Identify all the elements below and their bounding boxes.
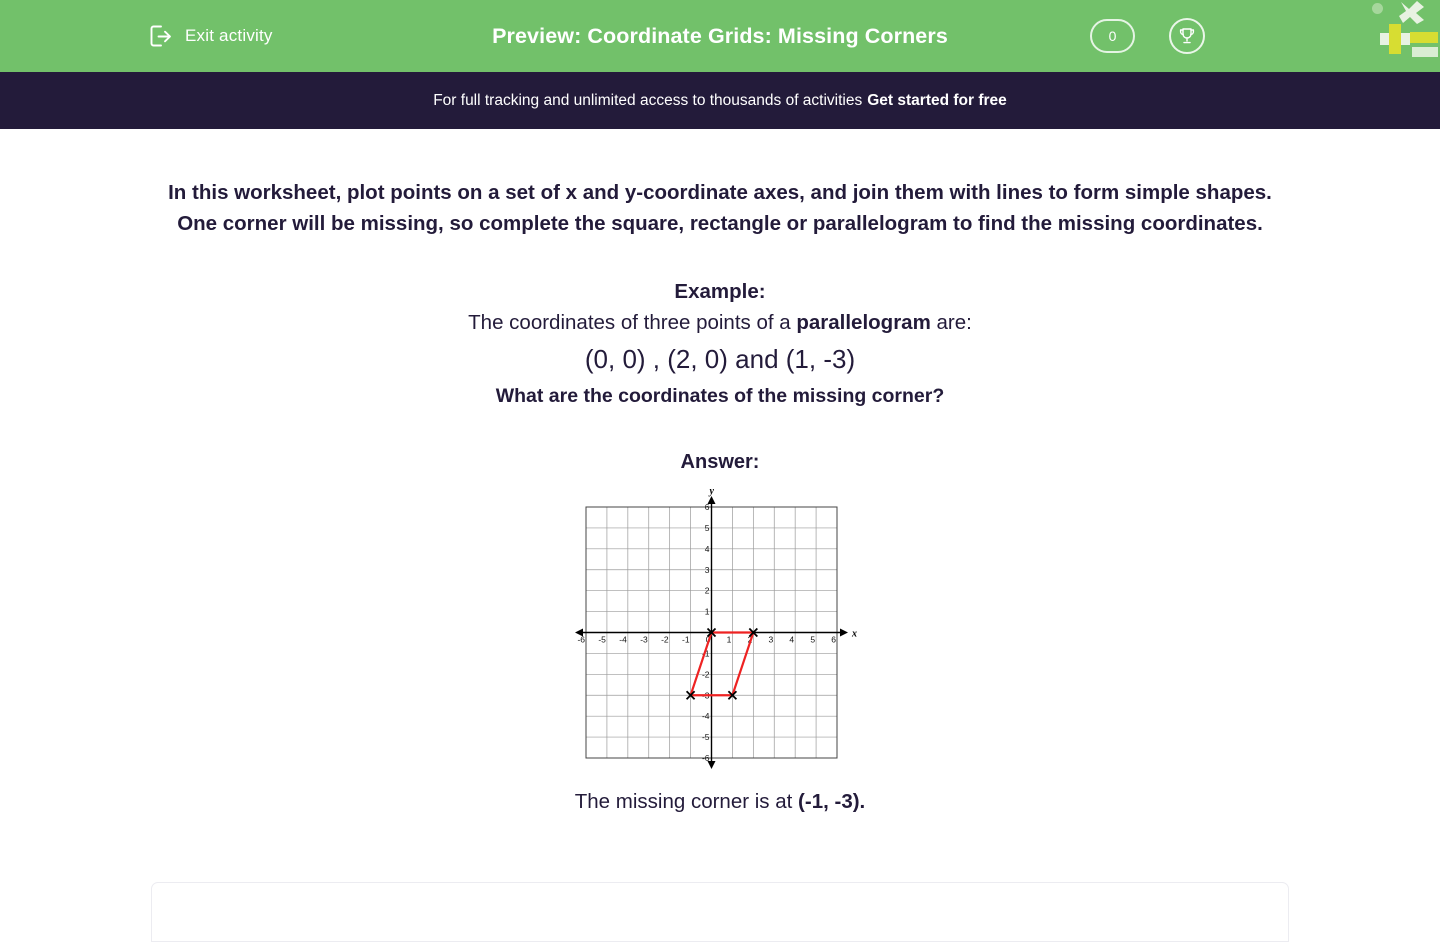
header-decoration xyxy=(1360,0,1440,62)
svg-text:-5: -5 xyxy=(701,732,710,743)
svg-text:-2: -2 xyxy=(701,669,710,680)
deco-bar-light-icon xyxy=(1412,47,1438,57)
svg-text:-6: -6 xyxy=(577,634,585,645)
svg-text:-3: -3 xyxy=(701,690,710,701)
svg-text:1: 1 xyxy=(726,634,732,645)
example-heading: Example: xyxy=(674,280,766,303)
deco-bar-yellow-icon xyxy=(1410,32,1438,43)
worksheet-content xyxy=(0,129,1440,814)
svg-text:-1: -1 xyxy=(682,634,690,645)
example-prompt-after: are: xyxy=(930,311,972,334)
answer-text-before: The missing corner is at xyxy=(574,790,799,813)
svg-text:6: 6 xyxy=(831,634,836,645)
answer-heading: Answer: xyxy=(680,451,760,473)
awards-button[interactable] xyxy=(1169,18,1205,54)
score-badge[interactable] xyxy=(1090,19,1135,53)
example-prompt xyxy=(0,307,1440,338)
svg-text:2: 2 xyxy=(747,634,753,645)
exit-activity-button[interactable] xyxy=(148,23,273,49)
svg-text:5: 5 xyxy=(810,634,816,645)
example-question: What are the coordinates of the missing corner? xyxy=(495,385,945,407)
svg-text:-5: -5 xyxy=(598,634,606,645)
svg-text:x: x xyxy=(852,628,857,640)
get-started-link[interactable]: Get started for free xyxy=(867,91,1007,109)
page-title: Preview: Coordinate Grids: Missing Corners xyxy=(492,23,948,48)
next-section-card xyxy=(151,882,1289,942)
exit-door-arrow-icon xyxy=(148,23,174,49)
svg-text:0: 0 xyxy=(705,634,711,645)
trophy-icon xyxy=(1177,26,1197,46)
example-prompt-before: The coordinates of three points of a xyxy=(468,311,797,334)
coordinate-grid-figure-wrapper xyxy=(0,484,1440,776)
example-coordinates: (0, 0) , (2, 0) and (1, -3) xyxy=(584,344,856,374)
svg-text:-4: -4 xyxy=(701,711,710,722)
promo-text: For full tracking and unlimited access to thousands of activities xyxy=(433,91,863,109)
intro-line-1: In this worksheet, plot points on a set of x and y-coordinate axes, and join them with lines to form simple shapes. xyxy=(168,181,1272,204)
promo-banner xyxy=(0,72,1440,129)
svg-text:4: 4 xyxy=(789,634,795,645)
deco-plus-icon xyxy=(1380,24,1410,54)
svg-text:3: 3 xyxy=(704,564,710,575)
intro-line-2: One corner will be missing, so complete the square, rectangle or parallelogram to find the missing coordinates. xyxy=(177,211,1263,235)
svg-text:4: 4 xyxy=(704,543,710,554)
svg-text:3: 3 xyxy=(768,634,774,645)
example-block xyxy=(0,276,1440,411)
example-shape-word: parallelogram xyxy=(796,311,931,334)
svg-text:-4: -4 xyxy=(619,634,627,645)
deco-cross-icon xyxy=(1398,0,1428,25)
svg-text:-3: -3 xyxy=(640,634,648,645)
svg-text:5: 5 xyxy=(704,522,710,533)
answer-statement xyxy=(0,790,1440,814)
deco-circle-icon xyxy=(1372,3,1383,14)
app-header xyxy=(0,0,1440,72)
svg-text:-2: -2 xyxy=(661,634,669,645)
worksheet-intro xyxy=(158,178,1283,239)
svg-text:6: 6 xyxy=(704,502,710,512)
score-value: 0 xyxy=(1108,28,1117,44)
svg-text:y: y xyxy=(709,486,714,497)
svg-text:2: 2 xyxy=(704,585,710,596)
svg-text:1: 1 xyxy=(704,606,710,617)
coordinate-grid-figure xyxy=(575,484,865,776)
exit-activity-label: Exit activity xyxy=(185,26,273,45)
answer-value: (-1, -3). xyxy=(798,790,866,813)
svg-text:-1: -1 xyxy=(701,648,710,659)
svg-text:-6: -6 xyxy=(701,753,710,763)
